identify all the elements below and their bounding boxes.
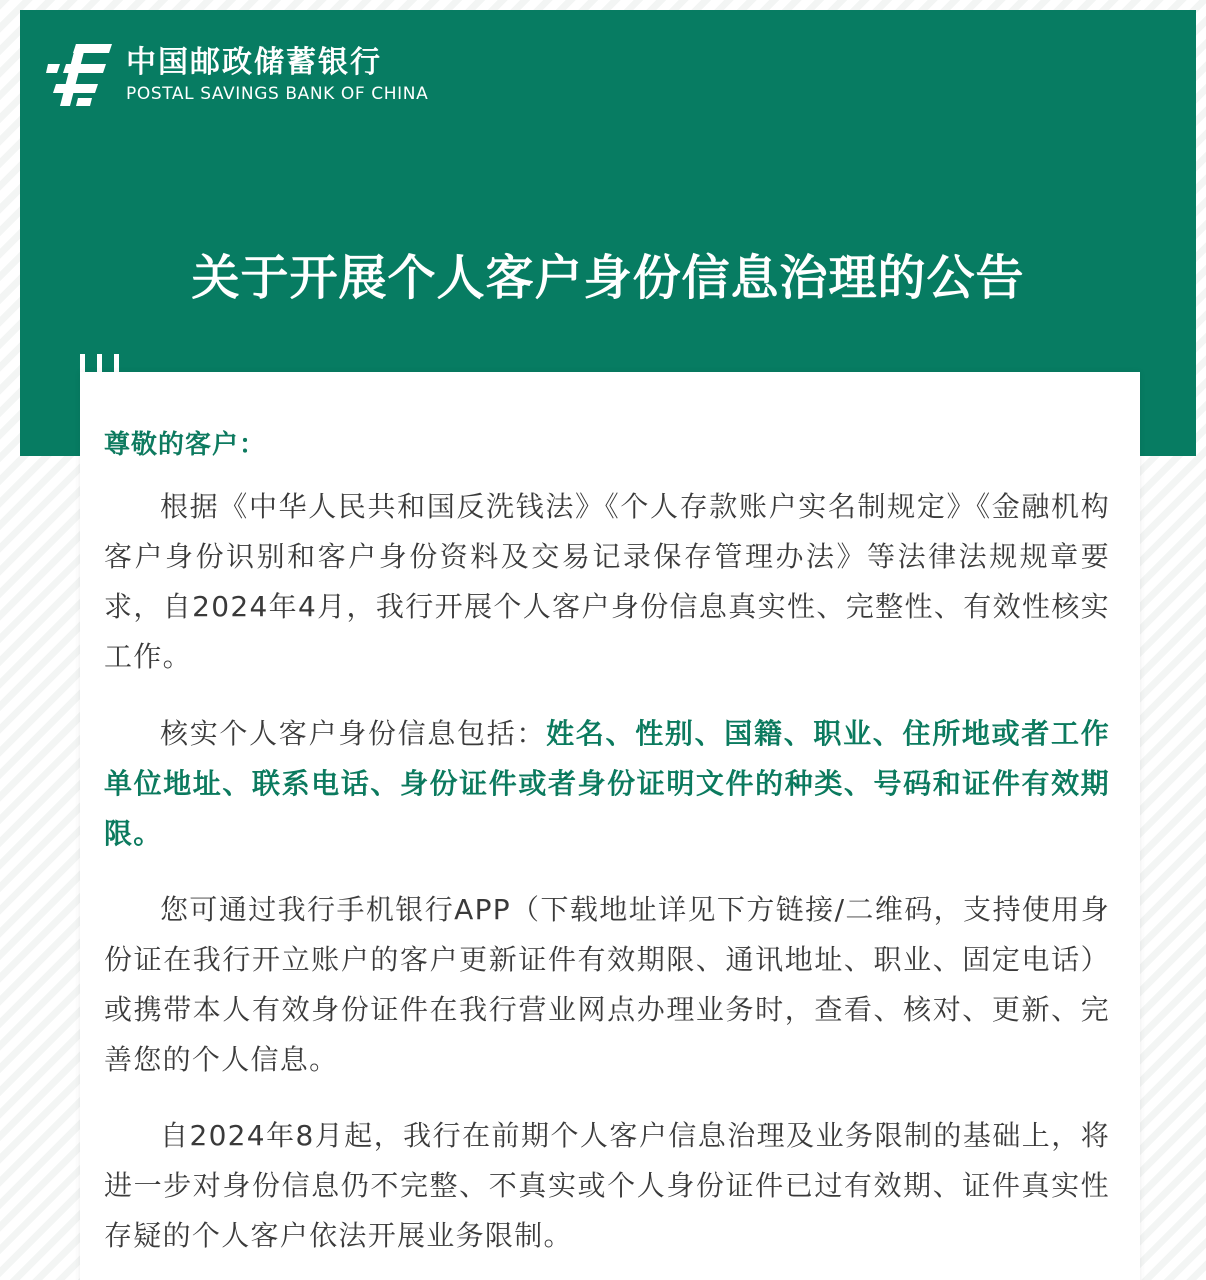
verification-items-highlight: 姓名、性别、国籍、职业、住所地或者工作单位地址、联系电话、身份证件或者身份证明文件的种类、号码和证件有效期限。: [104, 717, 1111, 850]
notice-title: 关于开展个人客户身份信息治理的公告: [191, 250, 1025, 306]
paragraph-verification-items: [104, 709, 1110, 859]
bank-logo: [46, 42, 428, 108]
paragraph-legal-basis: 根据《中华人民共和国反洗钱法》《个人存款账户实名制规定》《金融机构客户身份识别和客户身份资料及交易记录保存管理办法》等法律法规规章要求，自2024年4月，我行开展个人客户身份信息真实性、完整性、有效性核实工作。: [104, 490, 1110, 673]
salutation: 尊敬的客户：: [104, 430, 267, 460]
paragraph-restrictions: 自2024年8月起，我行在前期个人客户信息治理及业务限制的基础上，将进一步对身份信息仍不完整、不真实或个人身份证件已过有效期、证件真实性存疑的个人客户依法开展业务限制。: [104, 1119, 1110, 1252]
psbc-logo-icon: [46, 42, 114, 108]
paragraph-update-methods: 您可通过我行手机银行APP（下载地址详见下方链接/二维码，支持使用身份证在我行开立账户的客户更新证件有效期限、通讯地址、职业、固定电话）或携带本人有效身份证件在我行营业网点办理业务时，查看、核对、更新、完善您的个人信息。: [104, 893, 1110, 1076]
verification-lead: 核实个人客户身份信息包括：: [160, 717, 547, 750]
bank-name: [126, 45, 428, 105]
bank-name-en: POSTAL SAVINGS BANK OF CHINA: [126, 84, 429, 104]
bank-name-cn: 中国邮政储蓄银行: [126, 45, 382, 80]
notice-card: [80, 372, 1140, 1280]
